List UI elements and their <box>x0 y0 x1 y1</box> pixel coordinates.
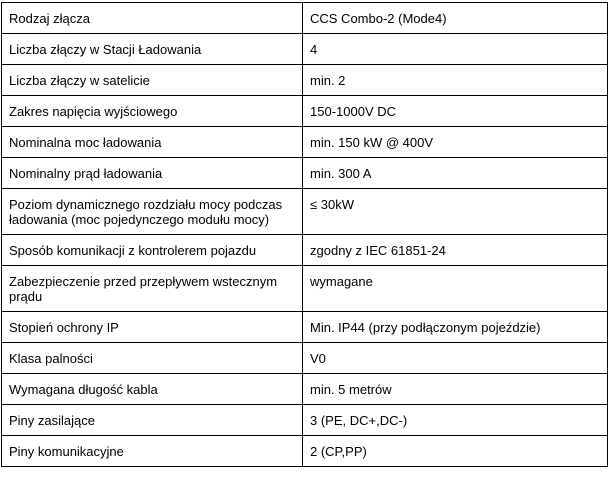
table-row <box>2 374 608 405</box>
table-row <box>2 158 608 189</box>
value-cell: Min. IP44 (przy podłączonym pojeździe) <box>303 312 608 343</box>
table-row <box>2 3 608 34</box>
parameter-cell: Sposób komunikacji z kontrolerem pojazdu <box>2 235 303 266</box>
table-row <box>2 189 608 235</box>
table-row <box>2 343 608 374</box>
parameter-cell: Nominalna moc ładowania <box>2 127 303 158</box>
parameter-cell: Poziom dynamicznego rozdziału mocy podczas ładowania (moc pojedynczego modułu mocy) <box>2 189 303 235</box>
table-row <box>2 312 608 343</box>
value-cell: CCS Combo-2 (Mode4) <box>303 3 608 34</box>
parameter-cell: Piny zasilające <box>2 405 303 436</box>
parameter-cell: Liczba złączy w satelicie <box>2 65 303 96</box>
table-row <box>2 127 608 158</box>
value-cell: min. 150 kW @ 400V <box>303 127 608 158</box>
spec-table-body <box>2 3 608 467</box>
parameter-cell: Liczba złączy w Stacji Ładowania <box>2 34 303 65</box>
parameter-cell: Zakres napięcia wyjściowego <box>2 96 303 127</box>
parameter-cell: Nominalny prąd ładowania <box>2 158 303 189</box>
parameter-cell: Klasa palności <box>2 343 303 374</box>
value-cell: 2 (CP,PP) <box>303 436 608 467</box>
table-row <box>2 436 608 467</box>
value-cell: 4 <box>303 34 608 65</box>
value-cell: 3 (PE, DC+,DC-) <box>303 405 608 436</box>
table-row <box>2 34 608 65</box>
value-cell: 150-1000V DC <box>303 96 608 127</box>
table-row <box>2 405 608 436</box>
table-row <box>2 235 608 266</box>
value-cell: zgodny z IEC 61851-24 <box>303 235 608 266</box>
parameter-cell: Wymagana długość kabla <box>2 374 303 405</box>
value-cell: V0 <box>303 343 608 374</box>
table-row <box>2 65 608 96</box>
parameter-cell: Piny komunikacyjne <box>2 436 303 467</box>
value-cell: min. 300 A <box>303 158 608 189</box>
value-cell: wymagane <box>303 266 608 312</box>
table-row <box>2 266 608 312</box>
value-cell: ≤ 30kW <box>303 189 608 235</box>
parameter-cell: Rodzaj złącza <box>2 3 303 34</box>
parameter-cell: Stopień ochrony IP <box>2 312 303 343</box>
charging-station-spec-table <box>1 2 608 467</box>
parameter-cell: Zabezpieczenie przed przepływem wstecznym prądu <box>2 266 303 312</box>
table-row <box>2 96 608 127</box>
value-cell: min. 2 <box>303 65 608 96</box>
value-cell: min. 5 metrów <box>303 374 608 405</box>
